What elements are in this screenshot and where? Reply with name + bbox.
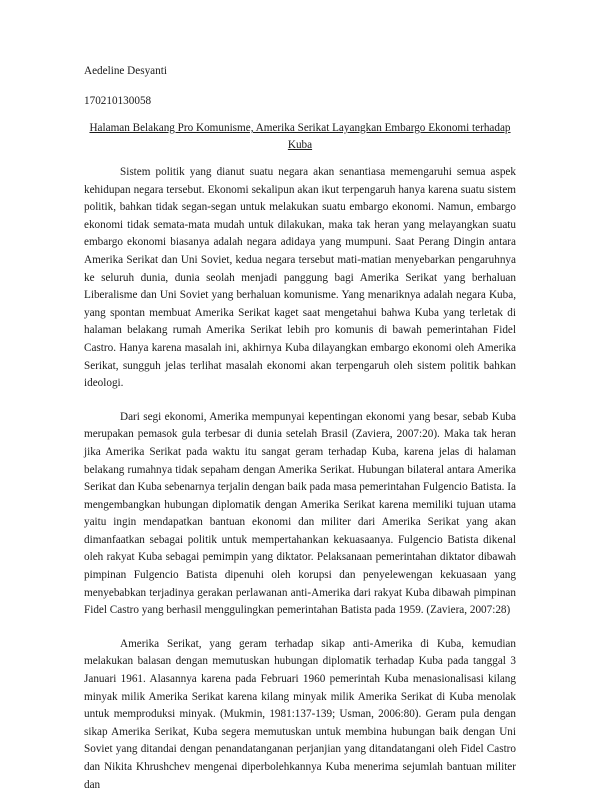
- paragraph-2: Dari segi ekonomi, Amerika mempunyai kepentingan ekonomi yang besar, sebab Kuba merupakan pemasok gula terbesar di dunia setelah Brasil (Zaviera, 2007:20). Maka tak heran jika Amerika Serikat pada waktu itu sangat geram terhadap Kuba, karena jelas di halaman belakang rumahnya tidak sepaham dengan Amerika Serikat. Hubungan bilateral antara Amerika Serikat dan Kuba sebenarnya terjalin dengan baik pada masa pemerintahan Fulgencio Batista. Ia mengembangkan hubungan diplomatik dengan Amerika Serikat karena memiliki tujuan utama yaitu ingin mendapatkan bantuan ekonomi dan militer dari Amerika Serikat yang akan dimanfaatkan sebagai politik untuk mempertahankan kekuasaanya. Fulgencio Batista dikenal oleh rakyat Kuba sebagai pemimpin yang diktator. Pelaksanaan pemerintahan diktator dibawah pimpinan Fulgencio Batista dipenuhi oleh korupsi dan penyelewengan kekuasaan yang menyebabkan terjadinya gerakan perlawanan anti-Amerika dari rakyat Kuba dibawah pimpinan Fidel Castro yang berhasil menggulingkan pemerintahan Batista pada 1959. (Zaviera, 2007:28): [84, 410, 516, 617]
- document-title: Halaman Belakang Pro Komunisme, Amerika Serikat Layangkan Embargo Ekonomi terhadap Kuba: [89, 122, 511, 151]
- author-name: Aedeline Desyanti: [84, 65, 167, 77]
- paragraph-3: Amerika Serikat, yang geram terhadap sikap anti-Amerika di Kuba, kemudian melakukan balasan dengan memutuskan hubungan diplomatik terhadap Kuba pada tanggal 3 Januari 1961. Alasannya karena pada Februari 1960 pemerintah Kuba menasionalisasi kilang minyak milik Amerika Serikat karena kilang minyak milik Amerika Serikat di Kuba menolak untuk memproduksi minyak. (Mukmin, 1981:137-139; Usman, 2006:80). Geram pula dengan sikap Amerika Serikat, Kuba segera memutuskan untuk membina hubungan baik dengan Uni Soviet yang ditandai dengan penandatanganan perjanjian yang ditandatangani oleh Fidel Castro dan Nikita Khrushchev mengenai diperbolehkannya Kuba menerima sejumlah bantuan militer dan: [84, 637, 516, 791]
- student-id: 170210130058: [84, 95, 152, 107]
- paragraph-1: Sistem politik yang dianut suatu negara akan senantiasa memengaruhi semua aspek kehidupan negara tersebut. Ekonomi sekalipun akan ikut terpengaruh hanya karena suatu sistem politik, bahkan tidak segan-segan untuk melakukan suatu embargo ekonomi. Namun, embargo ekonomi tidak semata-mata mudah untuk dilakukan, maka tak heran yang melayangkan suatu embargo ekonomi biasanya adalah negara adidaya yang mumpuni. Saat Perang Dingin antara Amerika Serikat dan Uni Soviet, kedua negara tersebut mati-matian menyebarkan pengaruhnya ke seluruh dunia, dunia seolah menjadi panggung bagi Amerika Serikat yang berhaluan Liberalisme dan Uni Soviet yang berhaluan komunisme. Yang menariknya adalah negara Kuba, yang spontan membuat Amerika Serikat kaget saat mengetahui bahwa Kuba yang terletak di halaman belakang rumah Amerika Serikat lebih pro komunis di bawah pemerintahan Fidel Castro. Hanya karena masalah ini, akhirnya Kuba dilayangkan embargo ekonomi oleh Amerika Serikat, sungguh jelas terlihat masalah ekonomi akan terpengaruh oleh sistem politik bahkan ideologi.: [84, 166, 516, 390]
